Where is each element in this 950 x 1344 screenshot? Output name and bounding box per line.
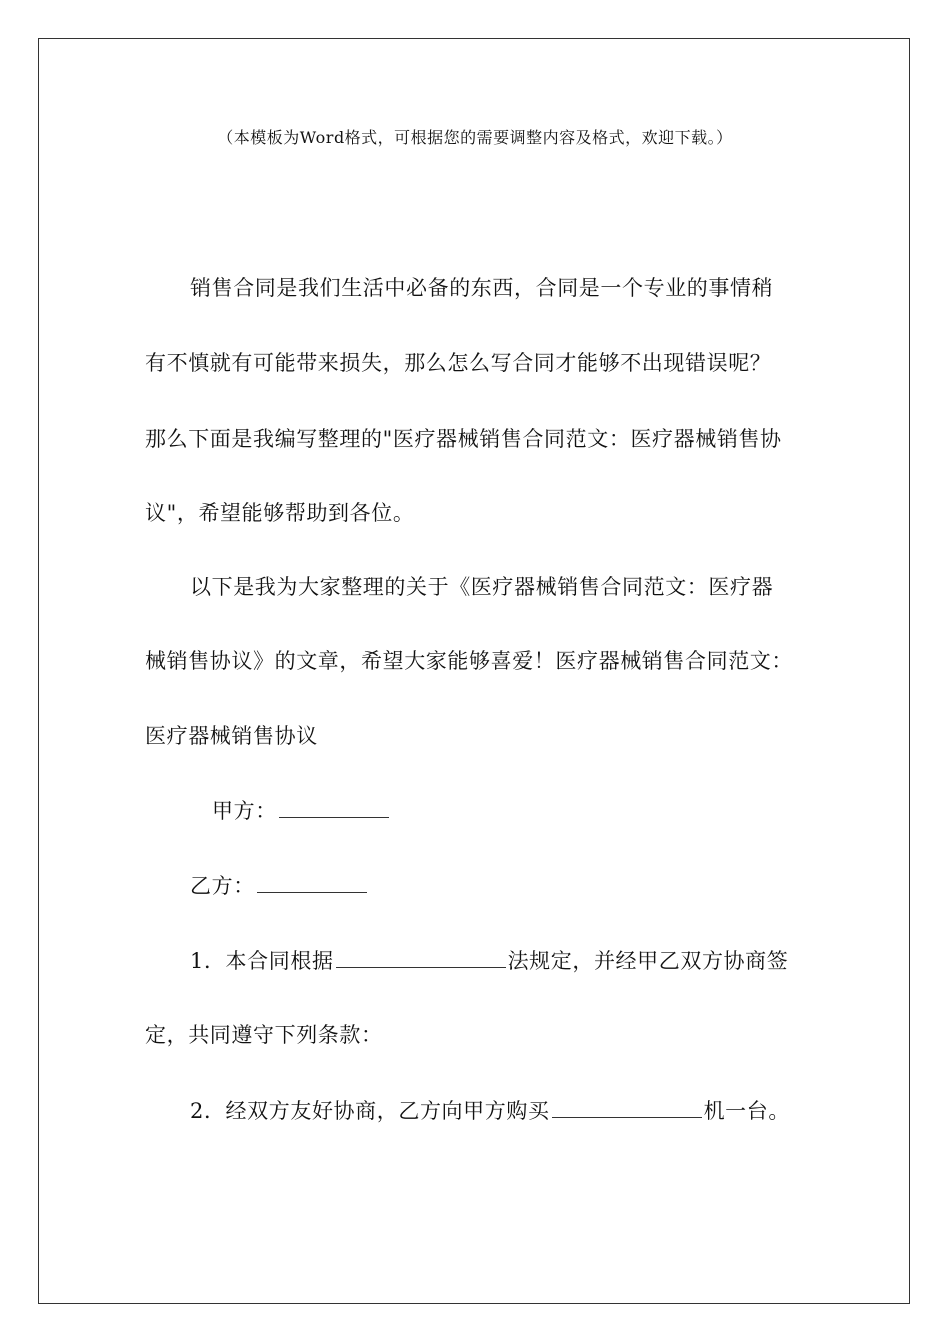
- clause-2-machine-blank[interactable]: [552, 1097, 702, 1118]
- second-para-line-3: 医疗器械销售协议: [145, 724, 318, 748]
- template-note: （本模板为Word格式，可根据您的需要调整内容及格式，欢迎下载。）: [217, 128, 733, 147]
- intro-line-2: 有不慎就有可能带来损失，那么怎么写合同才能够不出现错误呢？: [145, 351, 772, 375]
- clause-1-line-1: [190, 946, 788, 976]
- intro-line-4: 议"，希望能够帮助到各位。: [145, 501, 415, 525]
- party-a-label: 甲方：: [212, 799, 277, 823]
- second-para-line-2: 械销售协议》的文章，希望大家能够喜爱！医疗器械销售合同范文：: [145, 649, 793, 673]
- intro-line-1: 销售合同是我们生活中必备的东西，合同是一个专业的事情稍: [190, 276, 774, 300]
- intro-line-3: 那么下面是我编写整理的"医疗器械销售合同范文：医疗器械销售协: [145, 427, 782, 451]
- clause-1-law-blank[interactable]: [336, 947, 506, 968]
- clause-2-suffix: 机一台。: [703, 1099, 790, 1123]
- clause-1-suffix: 法规定，并经甲乙双方协商签: [507, 949, 789, 973]
- party-b-label: 乙方：: [190, 874, 255, 898]
- clause-2-prefix: 2．经双方友好协商，乙方向甲方购买: [190, 1099, 550, 1123]
- clause-2-line: [190, 1096, 790, 1126]
- second-para-line-1: 以下是我为大家整理的关于《医疗器械销售合同范文：医疗器: [190, 575, 774, 599]
- clause-1-prefix: 1．本合同根据: [190, 949, 334, 973]
- party-a-blank[interactable]: [279, 797, 389, 818]
- clause-1-line-2: 定，共同遵守下列条款：: [145, 1023, 383, 1047]
- party-b-blank[interactable]: [257, 872, 367, 893]
- party-b-line: [190, 871, 369, 901]
- party-a-line: [212, 796, 391, 826]
